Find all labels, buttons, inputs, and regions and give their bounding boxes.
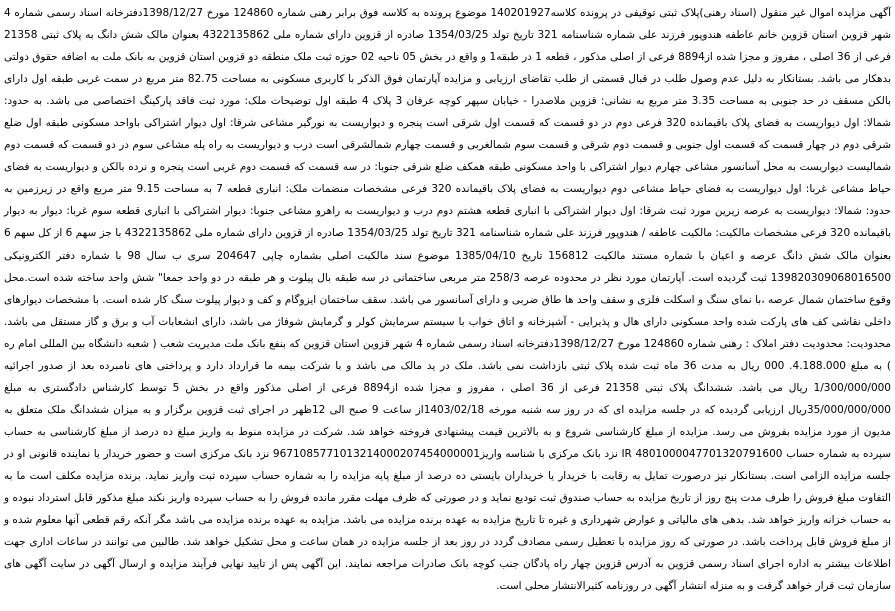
notice-body-text: آگهی مزایده اموال غیر منقول (اسناد رهنی)پلاک ثبتی توقیفی در پرونده کلاسه140201927 موضوع پرونده به کلاسه فوق برابر رهنی شماره 124860 مورخ 1398/12/27دفترخانه اسناد رسمی شماره 4 شهر قزوین استان قزوین خانم عاطفه هندوپور فرزند علی شماره شناسنامه 321 تاریخ تولد 1354/03/25 صادره از قزوین دارای شماره ملی 4322135862 بعنوان مالک شش دانگ به پلاک ثبتی 21358 فرعی از 36 اصلی ، مفروز و مجزا شده از8894 فرعی از اصلی مذکور ، قطعه 1 در طبقه1 و واقع در بخش 05 ناحیه 02 حوزه ثبت ملک منطقه دو قزوین استان قزوین به بانک ملت به اضافه حقوق دولتی بدهکار می باشد. بستانکار به دلیل عدم وصول طلب در قبال قسمتی از طلب تقاضای ارزیابی و مزایده آپارتمان فوق الذکر با کاربری مسکونی به مساحت 82.75 متر مربع در سمت غربی طبقه اول دارای بالکن مسقف در حد جنوبی به مساحت 3.35 متر مربع به نشانی: قزوین ملاصدرا - خیابان سپهر کوچه عرفان 3 پلاک 4 طبقه اول توضیحات ملک: مورد ثبت فاقد پارکینگ اختصاصی می باشد. به حدود: شمالا: اول دیواریست به فضای پلاک باقیمانده 320 فرعی دوم در دو قسمت که قسمت اول شرقی است پنجره و دیواریست به نورگیر مشاعی شرقا: اول دیوار اشتراکی باواحد مسکونی طبقه اول ضلع شرقی دوم در چهار قسمت که قسمت اول جنوبی و قسمت دوم شرقی و قسمت سوم شمالغربی و قسمت چهارم شمالشرقی است درب و دیواریست به راه پله مشاعی سوم در دو قسمت که قسمت دوم شمالیست دیواریست به محل آسانسور مشاعی چهارم دیوار اشتراکی با واحد مسکونی طبقه همکف ضلع شرقی جنوبا: در سه قسمت که قسمت دوم غربی است پنجره و نرده بالکن و دیواریست به فضای حیاط مشاعی غربا: اول دیواریست به فضای حیاط مشاعی دوم دیواریست به فضای پلاک باقیمانده 320 فرعی مشخصات منضمات ملک: انباری قطعه 7 به مساحت 9.15 متر مربع واقع در زیرزمین به حدود: شمالا: دیواریست به عرصه زیرین مورد ثبت شرقا: اول دیوار اشتراکی با انباری قطعه هشتم دوم درب و دیواریست به راهرو مشاعی جنوبا: دیوار اشتراکی با انباری قطعه سوم غربا: دیوار به دیوار باقیمانده 320 فرعی مشخصات مالکیت: مالکیت عاطفه / هندوپور فرزند علی شماره شناسنامه 321 تاریخ تولد 1354/03/25 صادره از قزوین دارای شماره ملی 4322135862 با جز سهم 6 از کل سهم 6 بعنوان مالک شش دانگ عرصه و اعیان با شماره مستند مالکیت 156812 تاریخ 1385/04/10 موضوع سند مالکیت اصلی بشماره چاپی 204647 سری ب سال 98 با شماره دفتر الکترونیکی 139820309068016500 ثبت گردیده است. آپارتمان مورد نظر در محدوده عرصه 258/3 متر مربعی ساختمانی در سه طبقه بال پیلوت و هر طبقه در دو واحد جمعا" شش واحد ساخته شده است.محل وقوع ساختمان شمال عرصه ،با نمای سنگ و اسکلت فلزی و سقف واحد ها طاق ضربی و دارای آسانسور می باشد. سقف ساختمان ایزوگام و کف و دیوار پیلوت سنگ کار شده است. با مشخصات دیوارهای داخلی نقاشی کف های پارکت شده واحد مسکونی دارای هال و پذیرایی - آشپزخانه و اتاق خواب با سیستم سرمایش کولر و گرمایش شوفاژ می باشد، دارای انشعابات آب و برق و گاز مستقل می باشد. محدودیت: محدودیت دفتر املاک : رهنی شماره 124860 مورخ 1398/12/27دفترخانه اسناد رسمی شماره 4 شهر قزوین استان قزوین که بنفع بانک ملت مدیریت شعب ( شعبه دانشگاه بین المللی امام ره ) به مبلغ 4.188.000. 000 ریال به مدت 36 ماه ثبت شده پلاک ثبتی بازداشت نمی باشد. ملک در ید مالک می باشد و با شرکت بیمه ما قرارداد دارد و پرداختی های نامبرده بعد از صدور اجرائیه 1/300/000/000 ریال می باشد. ششدانگ پلاک ثبتی 21358 فرعی از 36 اصلی ، مفروز و مجزا شده از8894 فرعی از اصلی مذکور واقع در بخش 5 توسط کارشناس دادگستری به مبلغ 35/000/000/000ریال ارزیابی گردیده که در جلسه مزایده ای که در روز سه شنبه مورخه 1403/02/18از ساعت 9 صبح الی 12ظهر در اجرای ثبت قزوین برگزار و به میزان ششدانگ ملک متعلق به مدیون از مورد مزایده بفروش می رسد. مزایده از مبلغ کارشناسی شروع و به بالاترین قیمت پیشنهادی فروخته خواهد شد. شرکت در مزایده منوط به واریز مبلغ ده درصد از مبلغ کارشناسی به حساب سپرده به شماره حساب 4801000047701320791600 IR نزد بانک مرکزی با شناسه واریز9671085771013214000207454000001 نزد بانک مرکزی است و حضور خریدار یا نماینده قانونی او در جلسه مزایده الزامی است. بستانکار نیز درصورت تمایل به رقابت با خریدار یا خریداران بایستی ده درصد از مبلغ پایه مزایده را به شماره حساب سپرده ثبت واریز نماید. برنده مزایده مکلف است ما به التفاوت مبلغ فروش را ظرف مدت پنج روز از تاریخ مزایده به حساب صندوق ثبت تودیع نماید و در صورتی که ظرف مهلت مقرر مانده فروش را به حساب سپرده واریز نکند مبلغ مذکور قابل استرداد نبوده و به حساب خزانه واریز خواهد شد. بدهی های مالیاتی و عوارض شهرداری و غیره تا تاریخ مزایده به عهده برنده مزایده می باشد. مزایده به عهده برنده مزایده می باشد مگر آنکه رقم قطعی آنها معلوم شده و از مبلغ فروش قابل پرداخت باشد. در صورتی که روز مزایده با تعطیل رسمی مصادف گردد در روز بعد از جلسه مزایده در همان ساعت و محل تشکیل خواهد شد. طالبین می توانند در ساعات اداری جهت اطلاعات بیشتر به اداره اجرای اسناد رسمی قزوین به آدرس قزوین چهار راه پادگان جنب کوچه بانک صادرات مراجعه نمایند. این آگهی پس از تایید نهایی فرآیند مزایده و ارسال آگهی در سایت آگهی های سازمان ثبت قرار خواهد گرفت و به منزله انتشار آگهی در روزنامه کثیرالانتشار محلی است.	[4, 7, 892, 593]
